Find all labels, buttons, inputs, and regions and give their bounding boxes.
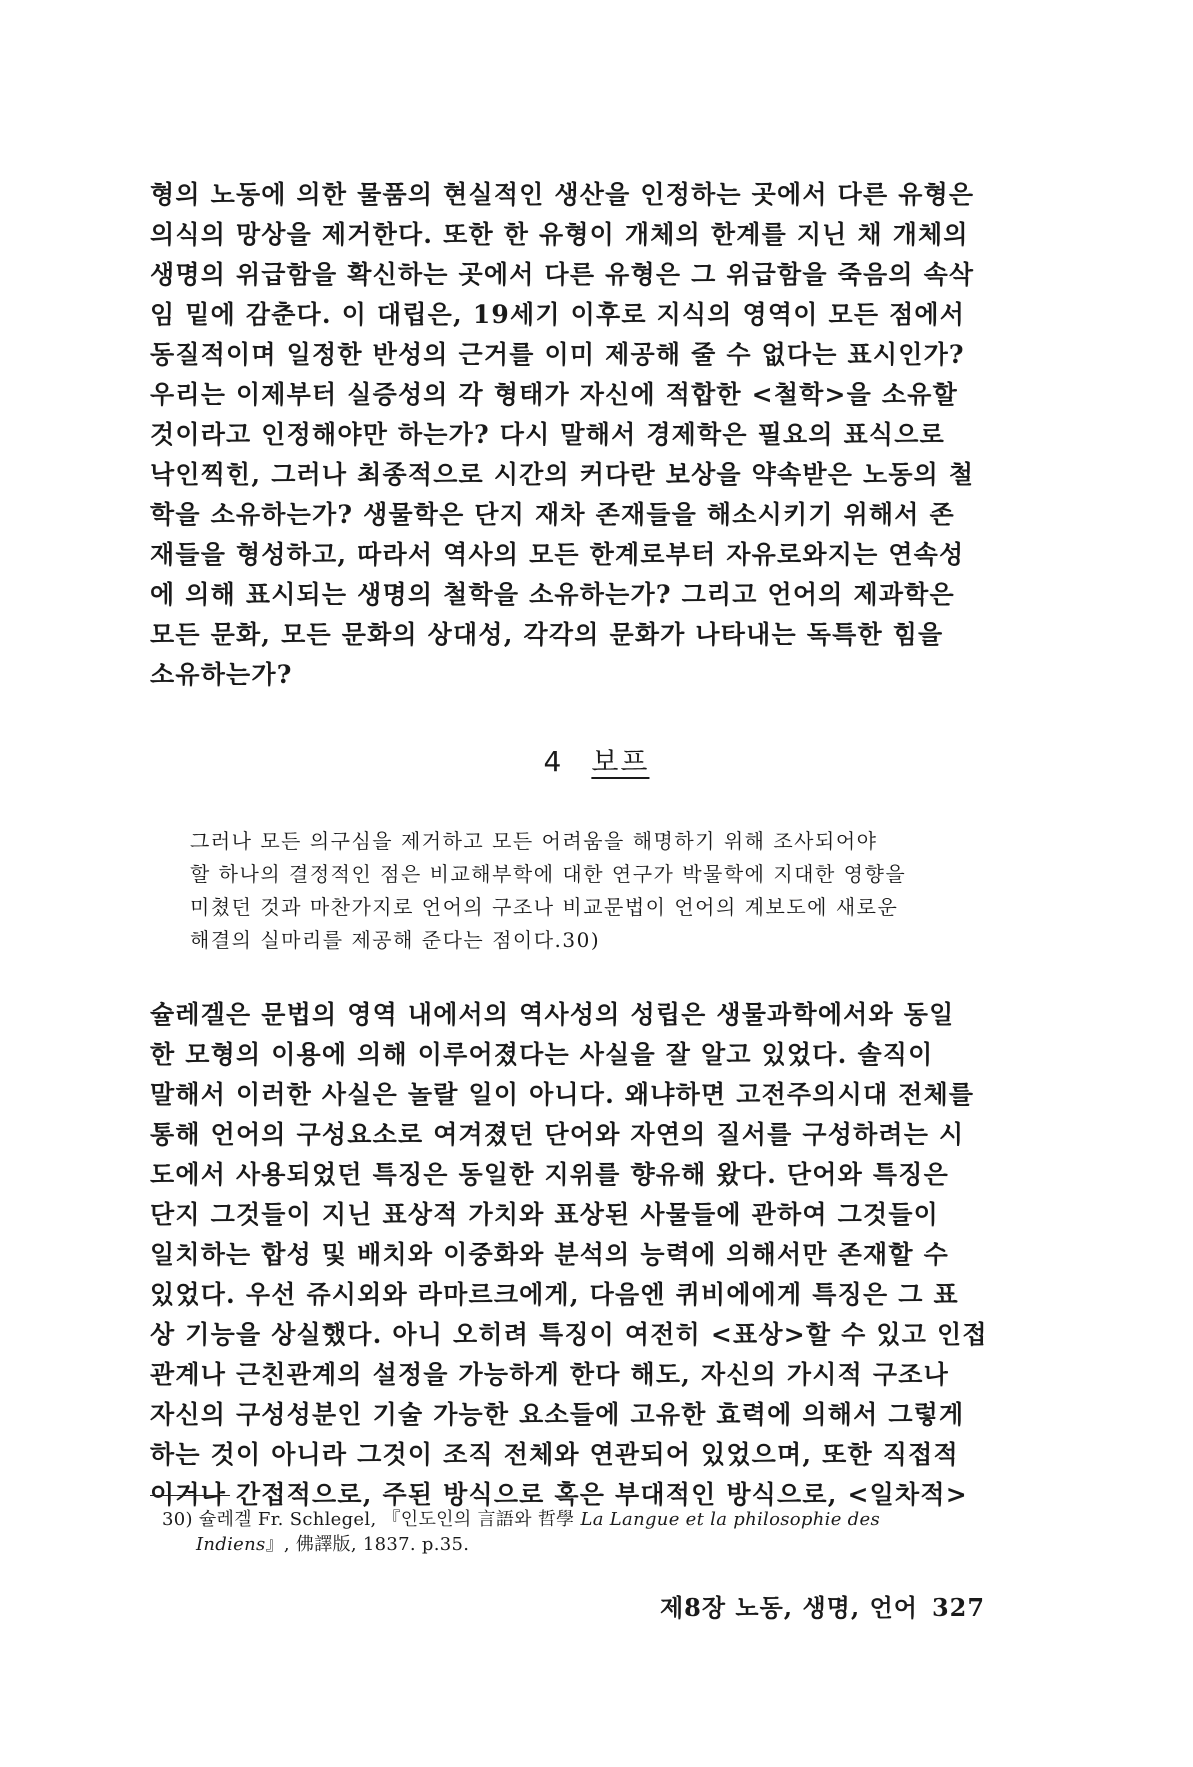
section-number: 4 xyxy=(543,745,564,778)
text-line: 관계나 근친관계의 설정을 가능하게 한다 해도, 자신의 가시적 구조나 xyxy=(150,1360,949,1389)
section-heading xyxy=(0,740,1193,780)
text-line: 일치하는 합성 및 배치와 이중화와 분석의 능력에 의해서만 존재할 수 xyxy=(150,1240,949,1269)
text-line: 단지 그것들이 지닌 표상적 가치와 표상된 사물들에 관하여 그것들이 xyxy=(150,1200,940,1229)
text-line: 낙인찍힌, 그러나 최종적으로 시간의 커다란 보상을 약속받은 노동의 철 xyxy=(150,460,975,489)
footnote-line-2 xyxy=(196,1530,1056,1556)
page-number: 327 xyxy=(931,1593,986,1622)
text-line: 자신의 구성성분인 기술 가능한 요소들에 고유한 효력에 의해서 그렇게 xyxy=(150,1400,965,1429)
footnote-italic-title: La Langue et la philosophie des xyxy=(580,1509,880,1530)
text-line: 하는 것이 아니라 그것이 조직 전체와 연관되어 있었으며, 또한 직접적 xyxy=(150,1440,959,1469)
text-line: 통해 언어의 구성요소로 여겨졌던 단어와 자연의 질서를 구성하려는 시 xyxy=(150,1120,965,1149)
text-line: 이거나 간접적으로, 주된 방식으로 혹은 부대적인 방식으로, <일차적> xyxy=(150,1480,968,1509)
text-line: 소유하는가? xyxy=(150,660,293,689)
running-footer xyxy=(660,1588,985,1623)
text-line: 것이라고 인정해야만 하는가? 다시 말해서 경제학은 필요의 표식으로 xyxy=(150,420,945,449)
footnote-divider xyxy=(150,1495,230,1496)
chapter-title: 제8장 노동, 생명, 언어 xyxy=(660,1593,918,1622)
quote-line: 미쳤던 것과 마찬가지로 언어의 구조나 비교문법이 언어의 계보도에 새로운 xyxy=(190,895,899,919)
section-title: 보프 xyxy=(591,745,650,778)
footnote-text: 30) 슐레겔 Fr. Schlegel, 『인도인의 言語와 哲學 xyxy=(162,1509,581,1530)
text-line: 말해서 이러한 사실은 놀랄 일이 아니다. 왜냐하면 고전주의시대 전체를 xyxy=(150,1080,975,1109)
text-line: 형의 노동에 의한 물품의 현실적인 생산을 인정하는 곳에서 다른 유형은 xyxy=(150,180,975,209)
text-line: 슐레겔은 문법의 영역 내에서의 역사성의 성립은 생물과학에서와 동일 xyxy=(150,1000,955,1029)
text-line: 생명의 위급함을 확신하는 곳에서 다른 유형은 그 위급함을 죽음의 속삭 xyxy=(150,260,975,289)
footnote-text: 』, 佛譯版, 1837. p.35. xyxy=(265,1534,470,1555)
text-line: 동질적이며 일정한 반성의 근거를 이미 제공해 줄 수 없다는 표시인가? xyxy=(150,340,965,369)
quote-line: 할 하나의 결정적인 점은 비교해부학에 대한 연구가 박물학에 지대한 영향을 xyxy=(190,862,907,886)
text-line: 있었다. 우선 쥬시외와 라마르크에게, 다음엔 퀴비에에게 특징은 그 표 xyxy=(150,1280,959,1309)
text-line: 에 의해 표시되는 생명의 철학을 소유하는가? 그리고 언어의 제과학은 xyxy=(150,580,955,609)
text-line: 상 기능을 상실했다. 아니 오히려 특징이 여전히 <표상>할 수 있고 인접 xyxy=(150,1320,988,1349)
text-line: 재들을 형성하고, 따라서 역사의 모든 한계로부터 자유로와지는 연속성 xyxy=(150,540,965,569)
footnote-italic-title: Indiens xyxy=(196,1534,266,1555)
text-line: 도에서 사용되었던 특징은 동일한 지위를 향유해 왔다. 단어와 특징은 xyxy=(150,1160,949,1189)
text-line: 임 밑에 감춘다. 이 대립은, 19세기 이후로 지식의 영역이 모든 점에서 xyxy=(150,300,966,329)
text-line: 우리는 이제부터 실증성의 각 형태가 자신에 적합한 <철학>을 소유할 xyxy=(150,380,958,409)
text-line: 의식의 망상을 제거한다. 또한 한 유형이 개체의 한계를 지닌 채 개체의 xyxy=(150,220,969,249)
text-line: 학을 소유하는가? 생물학은 단지 재차 존재들을 해소시키기 위해서 존 xyxy=(150,500,955,529)
text-line: 한 모형의 이용에 의해 이루어졌다는 사실을 잘 알고 있었다. 솔직이 xyxy=(150,1040,934,1069)
quote-line: 그러나 모든 의구심을 제거하고 모든 어려움을 해명하기 위해 조사되어야 xyxy=(190,829,878,853)
text-line: 모든 문화, 모든 문화의 상대성, 각각의 문화가 나타내는 독특한 힘을 xyxy=(150,620,944,649)
quote-line: 해결의 실마리를 제공해 준다는 점이다.30) xyxy=(190,928,601,952)
footnote-line-1 xyxy=(162,1505,1022,1531)
